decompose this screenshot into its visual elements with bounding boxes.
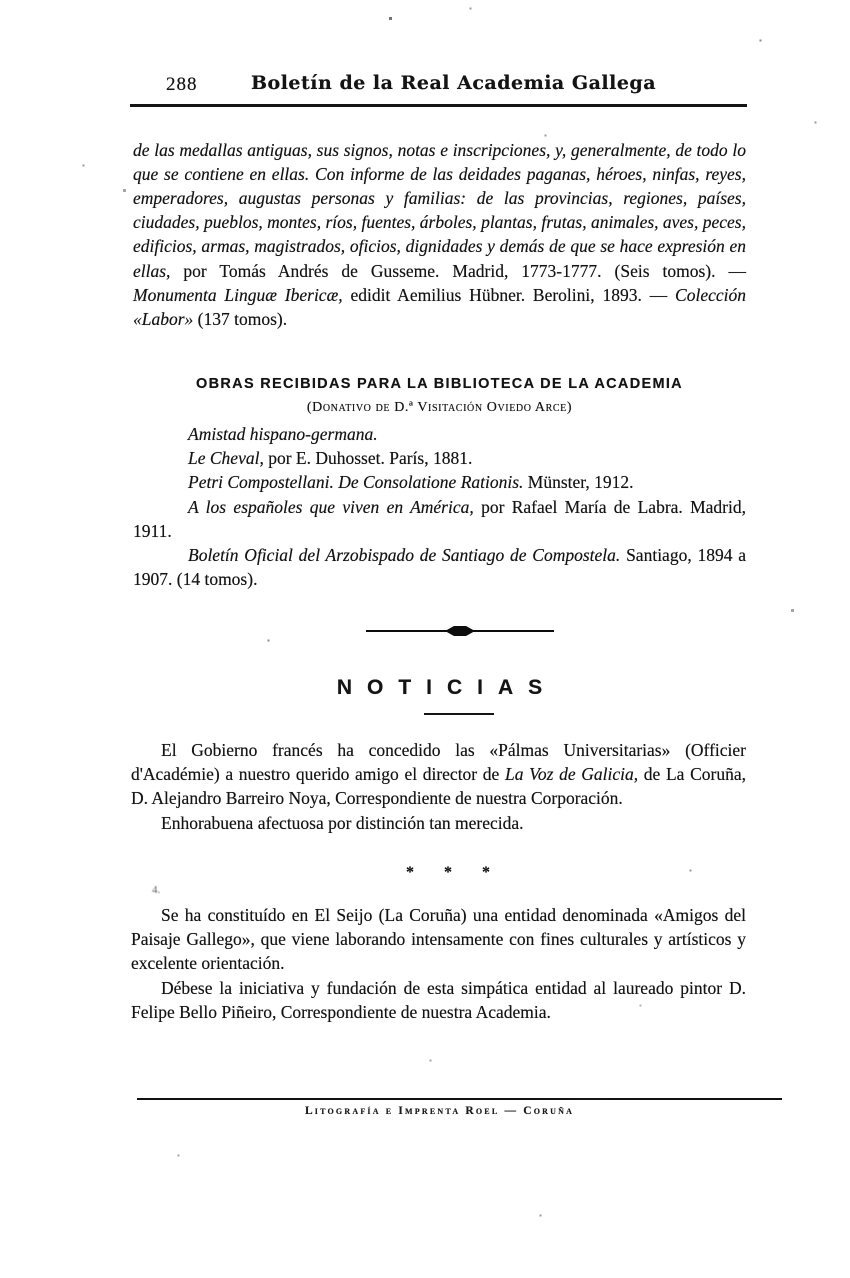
intro-paragraph: de las medallas antiguas, sus signos, notas e inscripciones, y, generalmente, de todo lo que se contiene en ellas. Con informe de las deidades paganas, héroes, ninfas, reyes, emperadores, augustas personas y familias: de las provincias, regiones, países, ciudades, pueblos, montes, ríos, fuentes, árboles, plantas, frutas, animales, aves, peces, edificios, armas, magistrados, oficios, dignidades y demás de que se hace expresión en ellas, por Tomás Andrés de Gusseme. Madrid, 1773-1777. (Seis tomos). — Monumenta Linguæ Ibericæ, edidit Aemilius Hübner. Berolini, 1893. — Colección «Labor» (137 tomos). [133,139,746,329]
noticias-paragraph: El Gobierno francés ha concedido las «Pálmas Universitarias» (Officier d'Académie) a nuestro querido amigo el director de La Voz de Galicia, de La Coruña, D. Alejandro Barreiro Noya, Correspondiente de nuestra Corporación. [131,740,746,809]
obras-entry: Petri Compostellani. De Consolatione Rationis. Münster, 1912. [188,472,634,493]
noticias-heading: NOTICIAS [336,676,558,699]
journal-title: Boletín de la Real Academia Gallega [250,72,656,94]
obras-entry: Amistad hispano-germana. [188,424,378,444]
obras-entries-list [133,422,746,591]
obras-entry: A los españoles que viven en América, por Rafael María de Labra. Madrid, 1911. [133,496,746,541]
obras-subheading: (Donativo de D.ª Visitación Oviedo Arce) [306,400,573,415]
footer-rule [137,1098,782,1100]
obras-heading: OBRAS RECIBIDAS PARA LA BIBLIOTECA DE LA ACADEMIA [196,376,683,392]
ornament-divider [366,624,554,638]
imprint-text: Litografía e Imprenta Roel — Coruña [304,1105,575,1117]
page-number: 288 [166,74,198,95]
noticias-paragraphs-1 [131,738,746,835]
noticias-paragraph: Débese la iniciativa y fundación de esta simpática entidad al laureado pintor D. Felipe Bello Piñeiro, Correspondiente de nuestra Academia. [131,977,746,1022]
noticias-heading-rule [424,713,494,715]
ornament-lens-icon [445,626,475,636]
page-header [130,72,747,100]
obras-section [133,376,746,591]
asterisk-divider: * * * [406,864,503,881]
obras-entry: Le Cheval, por E. Duhosset. París, 1881. [188,448,473,469]
noticias-paragraph: Se ha constituído en El Seijo (La Coruña) una entidad denominada «Amigos del Paisaje Gallego», que viene laborando intensamente con fines culturales y artísticos y excelente orientación. [131,905,746,974]
noticias-paragraphs-2 [131,903,746,1024]
noticias-paragraph: Enhorabuena afectuosa por distinción tan merecida. [161,812,524,833]
print-artifact: 4. [152,884,161,896]
header-rule [130,104,747,107]
scan-noise-speckles [0,0,1,1]
obras-entry: Boletín Oficial del Arzobispado de Santiago de Compostela. Santiago, 1894 a 1907. (14 tomos). [133,545,746,590]
